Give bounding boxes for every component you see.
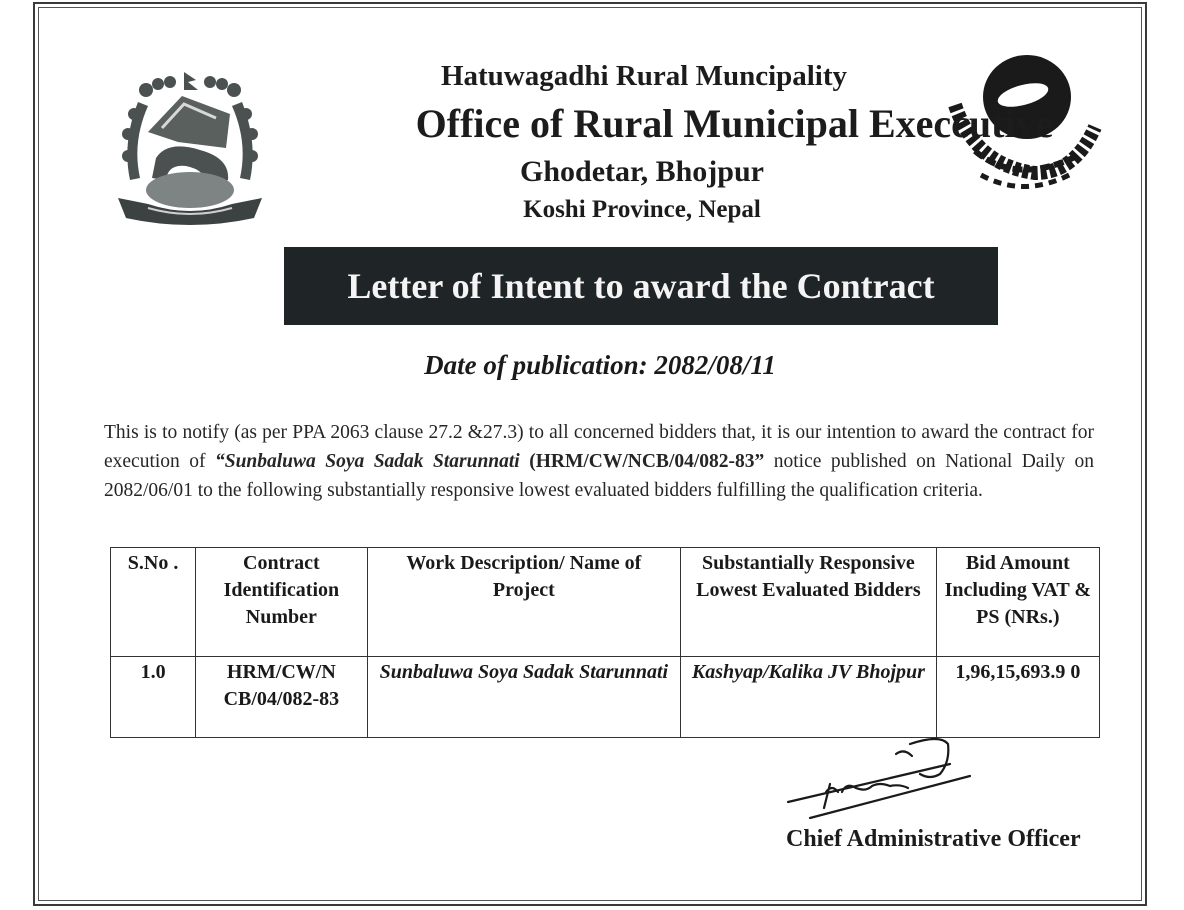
- cell-bid-amount: 1,96,15,693.9 0: [936, 657, 1099, 738]
- document-title: Letter of Intent to award the Contract: [347, 266, 935, 306]
- header-contract-id: Contract Identification Number: [196, 548, 367, 657]
- cell-contract-id: HRM/CW/N CB/04/082-83: [196, 657, 367, 738]
- notice-text-2: notice published on National Daily on 2082/06/01 to the following substantially responsive lowest evaluated bidders fulfilling the qualification criteria.: [104, 451, 1094, 501]
- header-sno: S.No .: [111, 548, 196, 657]
- signature-icon: [780, 722, 1000, 822]
- document-title-banner: [284, 247, 998, 325]
- office-name: [0, 100, 1184, 147]
- header-bid-amount: Bid Amount Including VAT & PS (NRs.): [936, 548, 1099, 657]
- office-location: Ghodetar, Bhojpur: [520, 155, 764, 188]
- publication-date-value: 2082/08/11: [654, 350, 776, 380]
- signatory-title: Chief Administrative Officer: [786, 826, 1081, 852]
- publication-date-line: [0, 350, 1184, 381]
- cell-work-description: Sunbaluwa Soya Sadak Starunnati: [367, 657, 681, 738]
- header-bidder: Substantially Responsive Lowest Evaluated Bidders: [681, 548, 937, 657]
- table-header-row: [111, 548, 1100, 657]
- office-name-text: Office of Rural Municipal Execcutive: [415, 101, 1054, 146]
- notice-project-name: “Sunbaluwa Soya Sadak Starunnati: [214, 451, 530, 472]
- cell-bidder: Kashyap/Kalika JV Bhojpur: [681, 657, 937, 738]
- contract-award-table: [110, 547, 1100, 738]
- municipality-name: Hatuwagadhi Rural Muncipality: [440, 60, 848, 92]
- publication-date-label: Date of publication:: [424, 350, 648, 380]
- notice-contract-ref: (HRM/CW/NCB/04/082-83”: [529, 451, 765, 472]
- header-work-description: Work Description/ Name of Project: [367, 548, 681, 657]
- cell-sno: 1.0: [111, 657, 196, 738]
- notice-paragraph: [104, 418, 1094, 505]
- notice-text-1: This is to notify (as per PPA 2063 clause 27.2 &27.3) to all concerned bidders that, it is our intention to award the contract for execution of: [104, 422, 1094, 472]
- office-province: Koshi Province, Nepal: [523, 196, 761, 223]
